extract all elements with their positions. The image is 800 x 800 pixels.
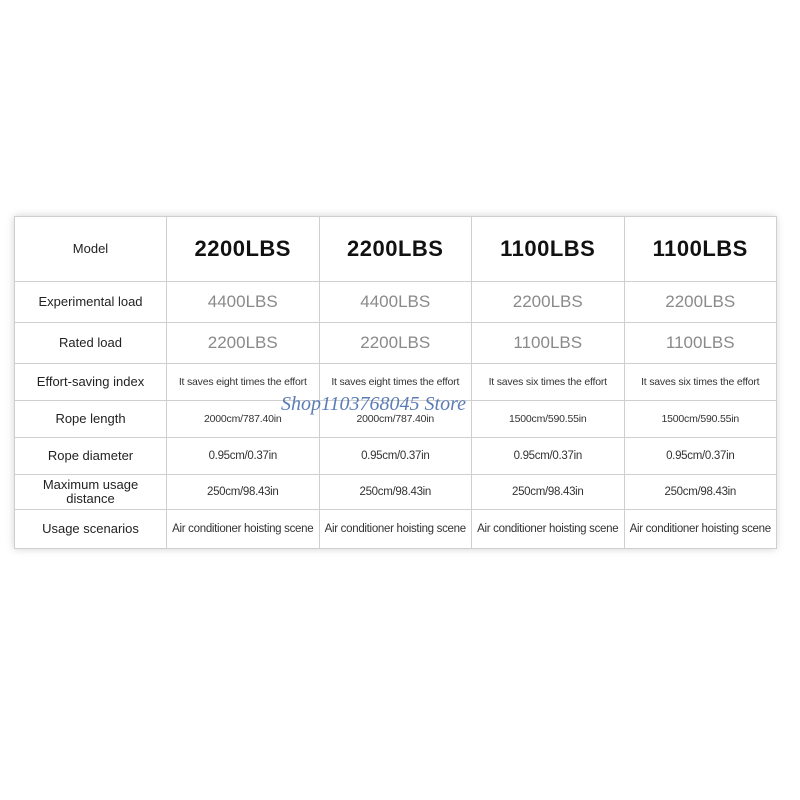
value-cell: 250cm/98.43in — [167, 475, 320, 510]
row-label: Rated load — [15, 323, 167, 364]
value-cell: 4400LBS — [319, 282, 472, 323]
value-cell: 250cm/98.43in — [319, 475, 472, 510]
value-cell: 1100LBS — [472, 323, 625, 364]
model-cell: 2200LBS — [319, 217, 472, 282]
value-cell: 0.95cm/0.37in — [472, 438, 625, 475]
model-cell: 2200LBS — [167, 217, 320, 282]
value-cell: 250cm/98.43in — [472, 475, 625, 510]
value-cell: 2000cm/787.40in — [319, 401, 472, 438]
row-label: Rope length — [15, 401, 167, 438]
value-cell: 1500cm/590.55in — [472, 401, 625, 438]
value-cell: It saves six times the effort — [472, 364, 625, 401]
row-label: Effort-saving index — [15, 364, 167, 401]
rated-load-row — [15, 323, 777, 364]
value-cell: 0.95cm/0.37in — [624, 438, 777, 475]
value-cell: 2200LBS — [624, 282, 777, 323]
rope-diameter-row — [15, 438, 777, 475]
value-cell: 4400LBS — [167, 282, 320, 323]
effort-saving-row — [15, 364, 777, 401]
max-distance-row — [15, 475, 777, 510]
row-label: Usage scenarios — [15, 510, 167, 549]
value-cell: 1100LBS — [624, 323, 777, 364]
value-cell: 2200LBS — [319, 323, 472, 364]
value-cell: It saves six times the effort — [624, 364, 777, 401]
value-cell: 0.95cm/0.37in — [167, 438, 320, 475]
model-row — [15, 217, 777, 282]
value-cell: Air conditioner hoisting scene — [472, 510, 625, 549]
usage-scenarios-row — [15, 510, 777, 549]
row-label-model: Model — [15, 217, 167, 282]
value-cell: 2000cm/787.40in — [167, 401, 320, 438]
value-cell: 2200LBS — [167, 323, 320, 364]
row-label: Maximum usage distance — [15, 475, 167, 510]
value-cell: 250cm/98.43in — [624, 475, 777, 510]
value-cell: It saves eight times the effort — [319, 364, 472, 401]
value-cell: Air conditioner hoisting scene — [624, 510, 777, 549]
value-cell: 2200LBS — [472, 282, 625, 323]
model-cell: 1100LBS — [472, 217, 625, 282]
row-label: Experimental load — [15, 282, 167, 323]
store-watermark: Shop1103768045 Store — [281, 393, 466, 415]
value-cell: 1500cm/590.55in — [624, 401, 777, 438]
spec-table-container — [14, 216, 776, 549]
model-cell: 1100LBS — [624, 217, 777, 282]
row-label: Rope diameter — [15, 438, 167, 475]
value-cell: Air conditioner hoisting scene — [319, 510, 472, 549]
rope-length-row — [15, 401, 777, 438]
value-cell: It saves eight times the effort — [167, 364, 320, 401]
experimental-load-row — [15, 282, 777, 323]
value-cell: 0.95cm/0.37in — [319, 438, 472, 475]
spec-table — [14, 216, 777, 549]
value-cell: Air conditioner hoisting scene — [167, 510, 320, 549]
